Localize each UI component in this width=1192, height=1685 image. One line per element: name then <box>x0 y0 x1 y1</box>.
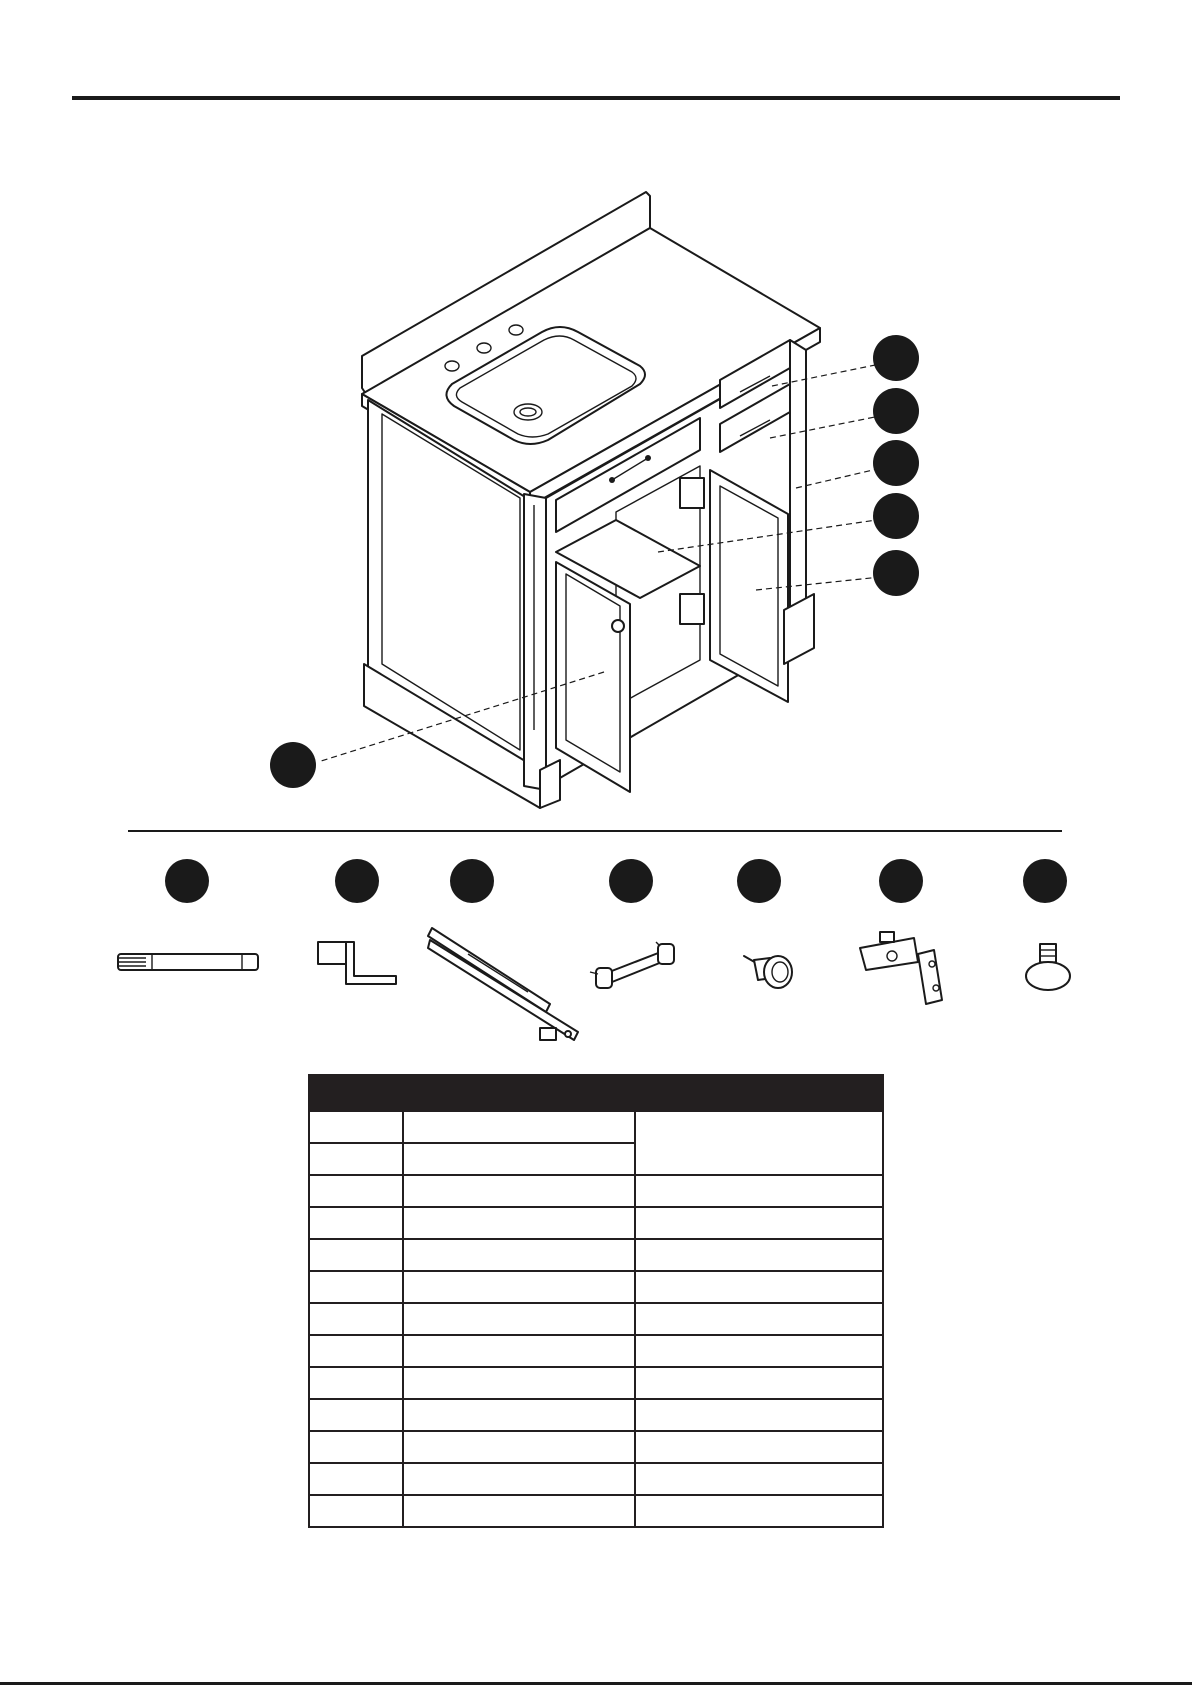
table-cell <box>635 1111 883 1175</box>
table-cell <box>403 1335 635 1367</box>
table-cell <box>635 1399 883 1431</box>
table-row <box>309 1335 883 1367</box>
section-rule <box>128 830 1062 832</box>
table-cell <box>403 1367 635 1399</box>
table-cell <box>309 1239 403 1271</box>
table-cell <box>403 1143 635 1175</box>
vanity-callout-3 <box>873 440 919 486</box>
table-cell <box>403 1303 635 1335</box>
table-cell <box>403 1463 635 1495</box>
table-row <box>309 1207 883 1239</box>
hardware-callout-1 <box>165 859 209 903</box>
table-cell <box>403 1239 635 1271</box>
table-cell <box>635 1239 883 1271</box>
table-cell <box>635 1335 883 1367</box>
table-cell <box>309 1399 403 1431</box>
table-row <box>309 1111 883 1143</box>
table-cell <box>309 1495 403 1527</box>
table-cell <box>635 1463 883 1495</box>
dowel-pin-icon <box>116 946 262 980</box>
vanity-illustration <box>0 0 1192 830</box>
hardware-callout-2 <box>335 859 379 903</box>
table-row <box>309 1367 883 1399</box>
vanity-callout-5 <box>873 550 919 596</box>
table-cell <box>309 1335 403 1367</box>
hardware-callout-5 <box>737 859 781 903</box>
cabinet-hinge-icon <box>856 930 952 1008</box>
table-row <box>309 1495 883 1527</box>
hardware-callout-7 <box>1023 859 1067 903</box>
table-cell <box>635 1175 883 1207</box>
table-cell <box>403 1111 635 1143</box>
table-row <box>309 1431 883 1463</box>
table-row <box>309 1271 883 1303</box>
table-row <box>309 1399 883 1431</box>
table-row <box>309 1303 883 1335</box>
table-row <box>309 1175 883 1207</box>
vanity-callout-4 <box>873 493 919 539</box>
vanity-callout-1 <box>873 335 919 381</box>
table-cell <box>403 1175 635 1207</box>
drawer-slide-icon <box>428 924 588 1048</box>
table-cell <box>403 1207 635 1239</box>
hardware-callout-6 <box>879 859 923 903</box>
table-header-cell <box>309 1075 403 1111</box>
table-cell <box>403 1271 635 1303</box>
vanity-callout-6 <box>270 742 316 788</box>
table-cell <box>309 1431 403 1463</box>
table-cell <box>309 1111 403 1143</box>
table-cell <box>635 1207 883 1239</box>
drawer-handle-icon <box>588 934 690 1000</box>
table-cell <box>635 1431 883 1463</box>
parts-table <box>308 1074 884 1528</box>
table-cell <box>309 1175 403 1207</box>
table-cell <box>403 1495 635 1527</box>
table-cell <box>309 1367 403 1399</box>
table-cell <box>309 1207 403 1239</box>
table-cell <box>309 1463 403 1495</box>
table-cell <box>635 1495 883 1527</box>
door-knob-icon <box>742 946 798 994</box>
table-header-row <box>309 1075 883 1111</box>
table-header-cell <box>635 1075 883 1111</box>
table-row <box>309 1463 883 1495</box>
table-cell <box>309 1143 403 1175</box>
table-cell <box>403 1399 635 1431</box>
l-bracket-icon <box>316 940 400 988</box>
leveling-foot-icon <box>1024 942 1074 994</box>
vanity-callout-2 <box>873 388 919 434</box>
hardware-callout-3 <box>450 859 494 903</box>
table-cell <box>309 1303 403 1335</box>
table-header-cell <box>403 1075 635 1111</box>
table-cell <box>309 1271 403 1303</box>
table-row <box>309 1239 883 1271</box>
table-cell <box>635 1303 883 1335</box>
table-cell <box>403 1431 635 1463</box>
hardware-callout-4 <box>609 859 653 903</box>
table-cell <box>635 1271 883 1303</box>
table-cell <box>635 1367 883 1399</box>
